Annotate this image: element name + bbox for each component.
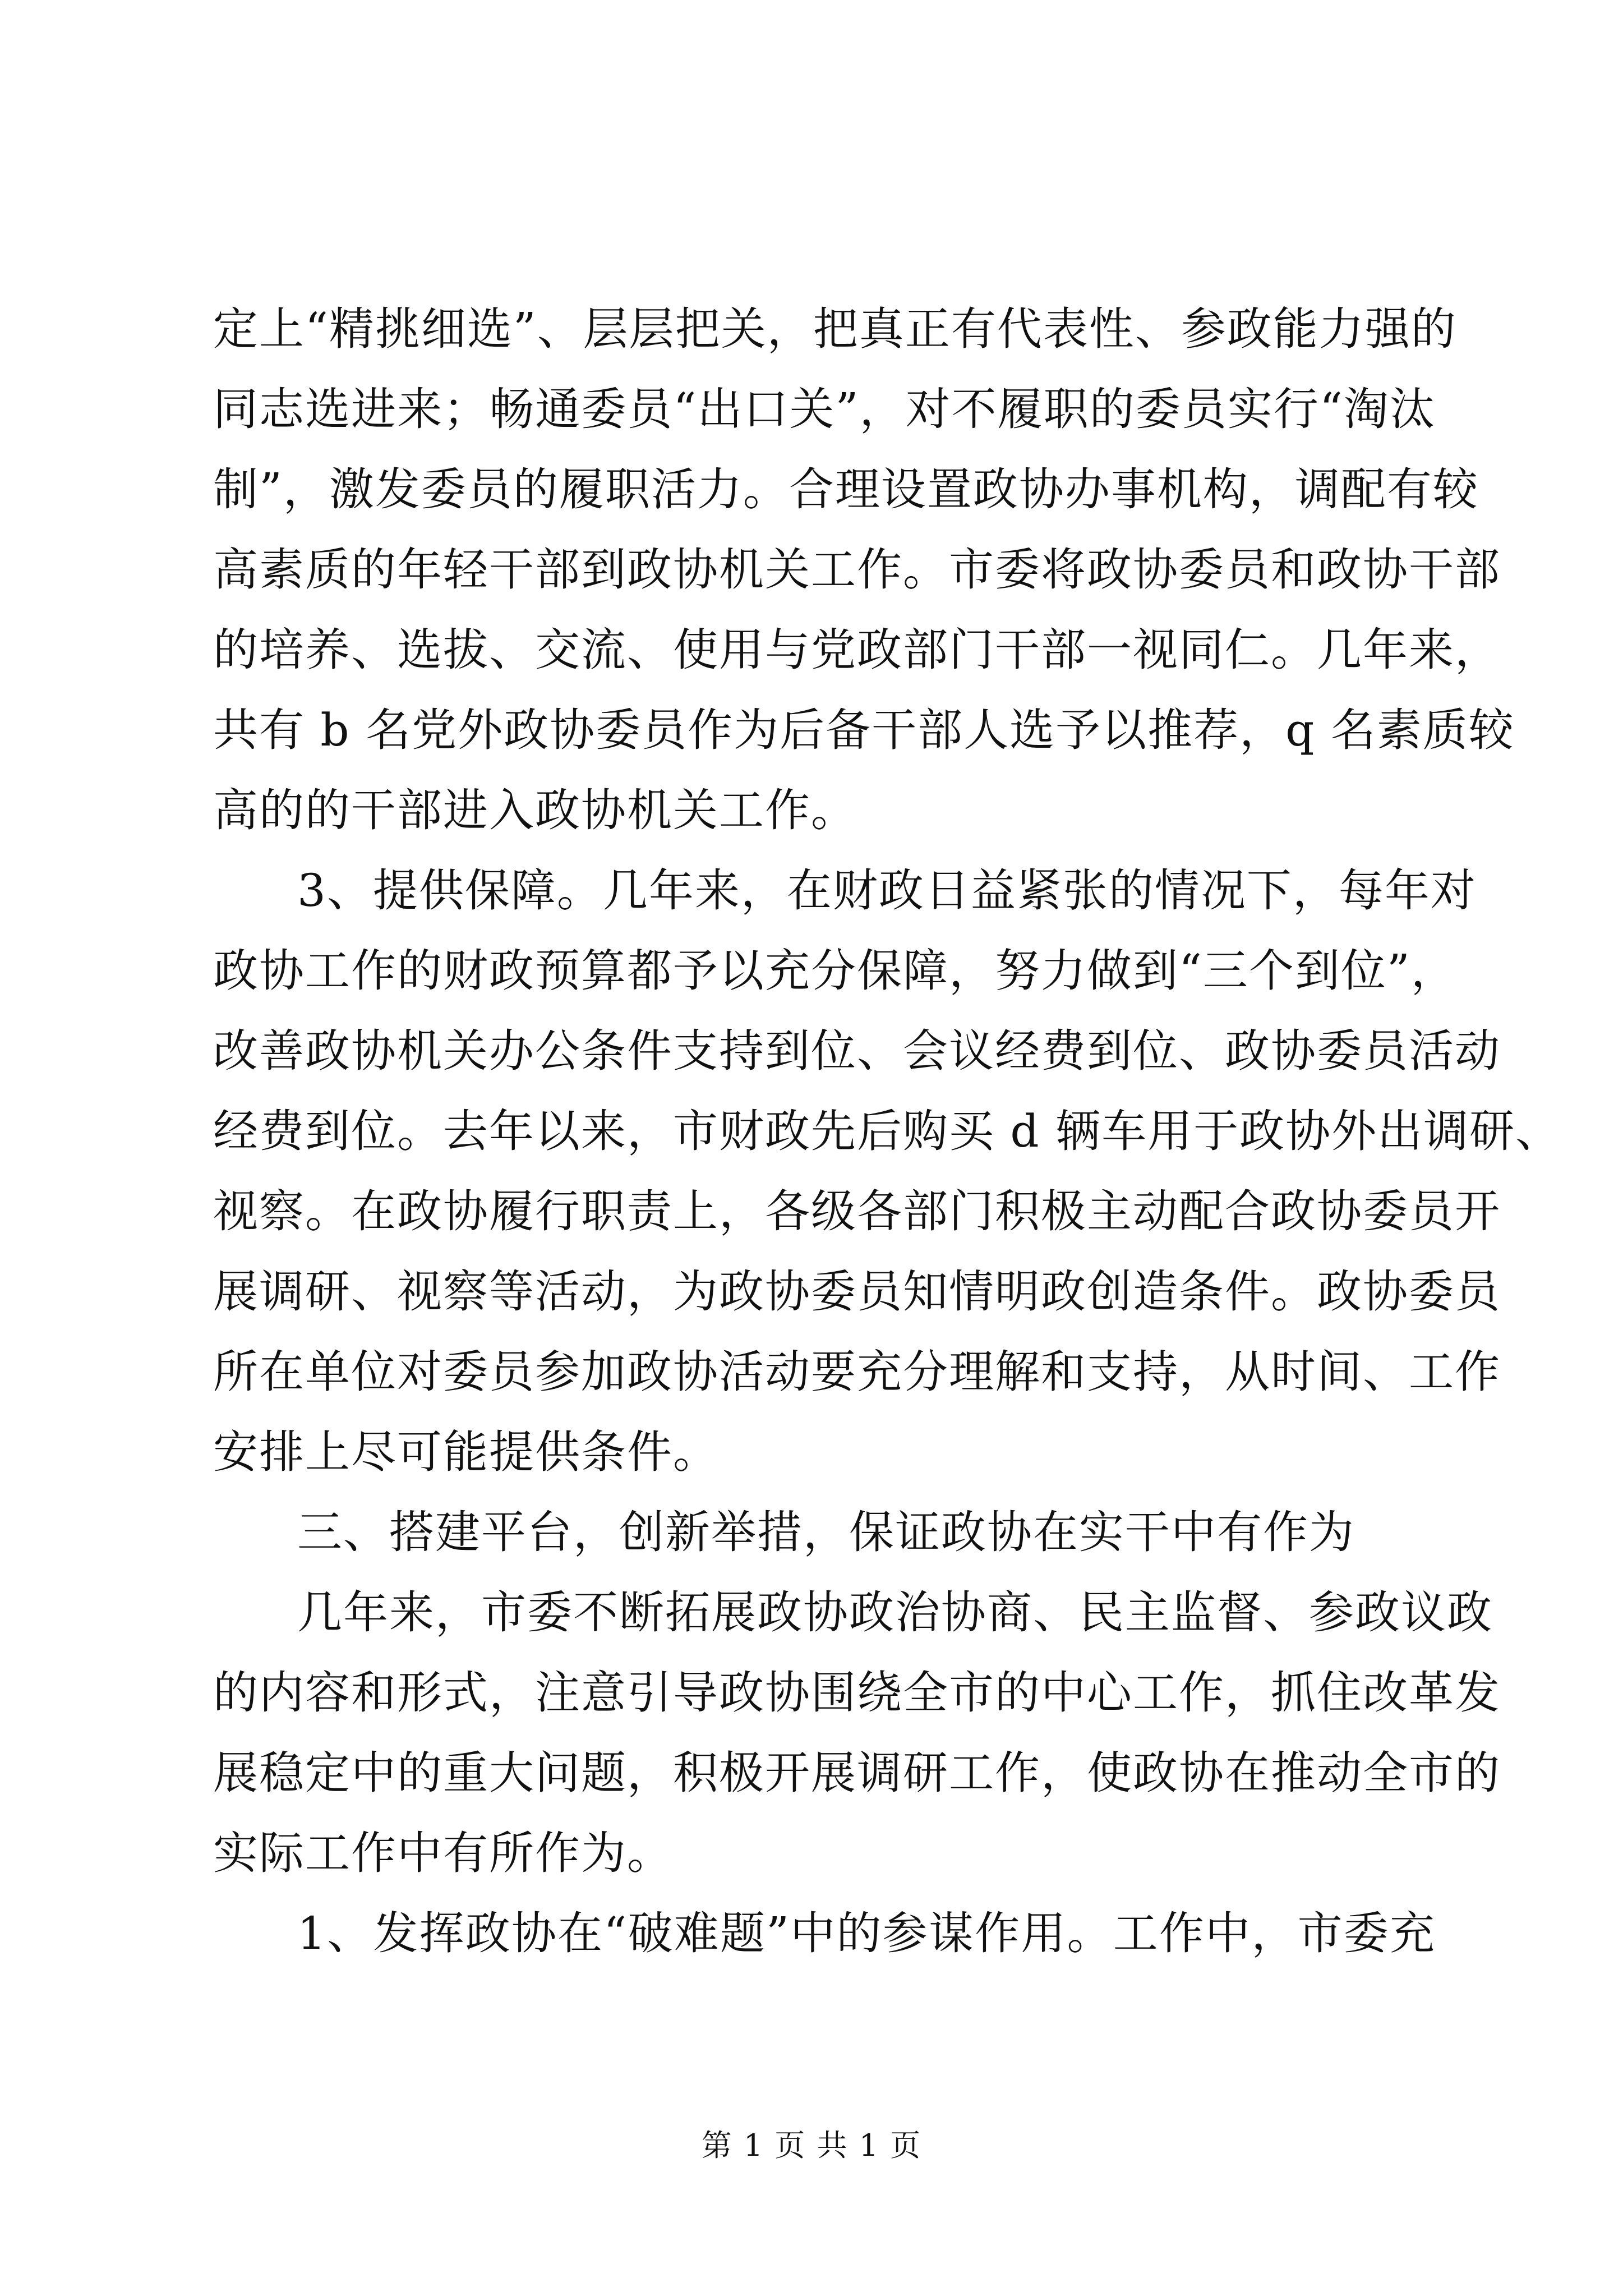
text-line: 的内容和形式，注意引导政协围绕全市的中心工作，抓住改革发 [213, 1667, 1501, 1719]
text-line: 高的的干部进入政协机关工作。 [213, 784, 857, 836]
text-line: 定上“精挑细选”、层层把关，把真正有代表性、参政能力强的 [213, 303, 1457, 355]
text-line: 的培养、选拔、交流、使用与党政部门干部一视同仁。几年来， [213, 624, 1501, 676]
document-body [213, 289, 1562, 1973]
text-line: 改善政协机关办公条件支持到位、会议经费到位、政协委员活动 [213, 1025, 1501, 1077]
paragraph-start-line: 1、发挥政协在“破难题”中的参谋作用。工作中，市委充 [297, 1907, 1436, 1959]
text-line: 展稳定中的重大问题，积极开展调研工作，使政协在推动全市的 [213, 1747, 1501, 1799]
text-line: 政协工作的财政预算都予以充分保障，努力做到“三个到位”， [213, 945, 1457, 997]
section-heading: 三、搭建平台，创新举措，保证政协在实干中有作为 [297, 1506, 1355, 1558]
text-line: 同志选进来；畅通委员“出口关”，对不履职的委员实行“淘汰 [213, 383, 1436, 435]
text-line: 所在单位对委员参加政协活动要充分理解和支持，从时间、工作 [213, 1346, 1501, 1398]
text-line: 展调研、视察等活动，为政协委员知情明政创造条件。政协委员 [213, 1266, 1501, 1318]
paragraph-start-line: 3、提供保障。几年来，在财政日益紧张的情况下，每年对 [297, 864, 1477, 917]
text-line: 实际工作中有所作为。 [213, 1827, 673, 1879]
paragraph-start-line: 几年来，市委不断拓展政协政治协商、民主监督、参政议政 [297, 1586, 1493, 1639]
text-line: 安排上尽可能提供条件。 [213, 1426, 719, 1478]
text-line: 共有 b 名党外政协委员作为后备干部人选予以推荐，q 名素质较 [213, 704, 1515, 756]
text-line: 制”，激发委员的履职活力。合理设置政协办事机构，调配有较 [213, 463, 1479, 516]
text-line: 高素质的年轻干部到政协机关工作。市委将政协委员和政协干部 [213, 544, 1501, 596]
page-footer: 第 1 页 共 1 页 [701, 2128, 922, 2163]
text-line: 视察。在政协履行职责上，各级各部门积极主动配合政协委员开 [213, 1185, 1501, 1237]
text-line: 经费到位。去年以来，市财政先后购买 d 辆车用于政协外出调研、 [213, 1105, 1562, 1157]
